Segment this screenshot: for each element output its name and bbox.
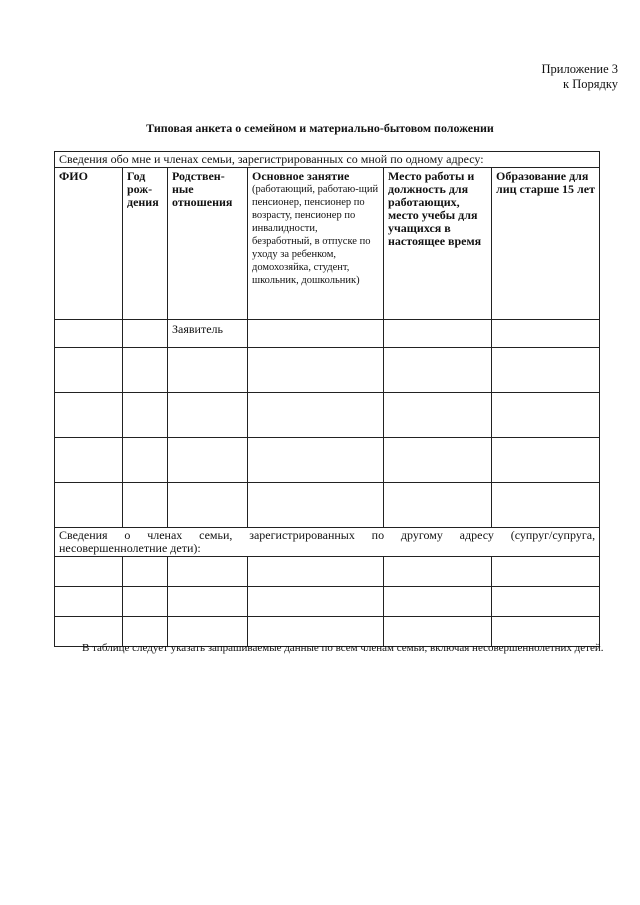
section1-heading: Сведения обо мне и членах семьи, зарегистрированных со мной по одному адресу: [55,152,600,168]
workplace-input-cell[interactable] [384,320,492,348]
education-input-cell[interactable] [492,348,600,393]
section1-heading-row [55,152,600,168]
education-input-cell[interactable] [492,393,600,438]
family-info-table [54,151,600,647]
occupation-input-cell[interactable] [248,393,384,438]
table-row [55,587,600,617]
col-workplace: Место работы и должность для работающих, место учебы для учащихся в настоящее время [384,168,492,320]
occupation-input-cell[interactable] [248,587,384,617]
fio-input-cell[interactable] [55,320,123,348]
birth-year-input-cell[interactable] [123,587,168,617]
fio-input-cell[interactable] [55,483,123,528]
appendix-number: Приложение 3 [541,62,618,76]
relation-cell: Заявитель [168,320,248,348]
education-input-cell[interactable] [492,438,600,483]
birth-year-input-cell[interactable] [123,320,168,348]
table-row [55,393,600,438]
occupation-input-cell[interactable] [248,557,384,587]
fio-input-cell[interactable] [55,587,123,617]
table-row [55,320,600,348]
relation-input-cell[interactable] [168,393,248,438]
occupation-input-cell[interactable] [248,483,384,528]
footnote: В таблице следует указать запрашиваемые данные по всем членам семьи, включая несовершеннолетних детей. [82,642,604,654]
table-row [55,348,600,393]
workplace-input-cell[interactable] [384,348,492,393]
occupation-input-cell[interactable] [248,320,384,348]
birth-year-input-cell[interactable] [123,348,168,393]
fio-input-cell[interactable] [55,348,123,393]
workplace-input-cell[interactable] [384,393,492,438]
col-education: Образование для лиц старше 15 лет [492,168,600,320]
table-row [55,438,600,483]
fio-input-cell[interactable] [55,438,123,483]
table-row [55,557,600,587]
relation-input-cell[interactable] [168,587,248,617]
col-birth-year: Год рож-дения [123,168,168,320]
birth-year-input-cell[interactable] [123,557,168,587]
birth-year-input-cell[interactable] [123,393,168,438]
education-input-cell[interactable] [492,557,600,587]
birth-year-input-cell[interactable] [123,438,168,483]
form-title: Типовая анкета о семейном и материально-бытовом положении [146,121,494,135]
workplace-input-cell[interactable] [384,483,492,528]
relation-input-cell[interactable] [168,438,248,483]
education-input-cell[interactable] [492,587,600,617]
birth-year-input-cell[interactable] [123,483,168,528]
workplace-input-cell[interactable] [384,438,492,483]
fio-input-cell[interactable] [55,393,123,438]
education-input-cell[interactable] [492,483,600,528]
occupation-input-cell[interactable] [248,438,384,483]
workplace-input-cell[interactable] [384,557,492,587]
section2-heading-row [55,528,600,557]
occupation-options: (работающий, работаю-щий пенсионер, пенсионер по возрасту, пенсионер по инвалидности, безработный, в отпуске по уходу за ребенком, домохозяйка, студент, школьник, дошкольник) [252,184,379,286]
relation-input-cell[interactable] [168,557,248,587]
relation-input-cell[interactable] [168,348,248,393]
table-row [55,483,600,528]
relation-input-cell[interactable] [168,483,248,528]
appendix-reference: к Порядку [563,77,618,91]
occupation-input-cell[interactable] [248,348,384,393]
fio-input-cell[interactable] [55,557,123,587]
section2-heading: Сведения о членах семьи, зарегистрированных по другому адресу (супруг/супруга, несовершеннолетние дети): [55,528,600,557]
column-header-row [55,168,600,320]
col-fio: ФИО [55,168,123,320]
education-input-cell[interactable] [492,320,600,348]
col-occupation [248,168,384,320]
workplace-input-cell[interactable] [384,587,492,617]
col-relation: Родствен-ные отношения [168,168,248,320]
occupation-title: Основное занятие [252,169,350,183]
appendix-label [542,62,618,92]
